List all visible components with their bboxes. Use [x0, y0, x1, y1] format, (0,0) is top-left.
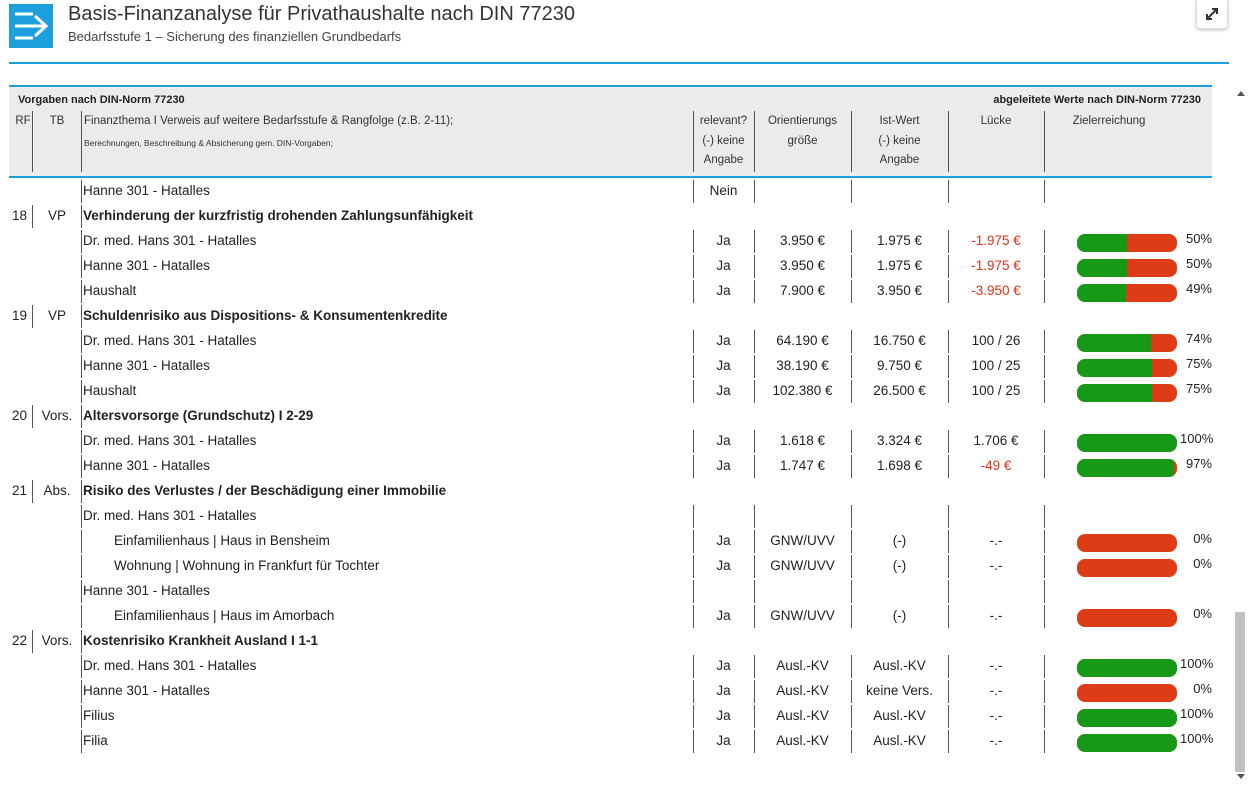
table-row: [0, 529, 1230, 554]
column-divider: [32, 405, 33, 428]
column-divider: [81, 455, 82, 478]
column-divider: [754, 580, 755, 603]
istwert-value: 9.750 €: [876, 358, 923, 373]
tb-value: Abs.: [43, 483, 71, 498]
orientierung-value: 3.950 €: [779, 258, 826, 273]
progress-bar-fill: [1077, 234, 1127, 252]
property-label: Einfamilienhaus | Haus in Bensheim: [114, 533, 330, 548]
istwert-value: Ausl.-KV: [873, 658, 926, 673]
column-divider: [851, 505, 852, 528]
table-row: [0, 604, 1230, 629]
orientierung-value: 1.747 €: [779, 458, 826, 473]
relevant-value: Ja: [716, 458, 731, 473]
group-title: Risiko des Verlustes / der Beschädigung einer Immobilie: [83, 483, 447, 498]
luecke-value: -.-: [989, 608, 1003, 623]
person-label: Filius: [83, 708, 115, 723]
orientierung-value: GNW/UVV: [770, 533, 835, 548]
table-row: [0, 504, 1230, 529]
rf-value: 22: [12, 633, 28, 648]
progress-percent: 0%: [1193, 681, 1212, 696]
table-row: [0, 554, 1230, 579]
property-label: Wohnung | Wohnung in Frankfurt für Tochter: [114, 558, 380, 573]
istwert-value: 1.698 €: [876, 458, 923, 473]
table-row: [0, 704, 1230, 729]
progress-bar-fill: [1077, 284, 1126, 302]
column-divider: [81, 730, 82, 753]
column-divider: [1044, 505, 1045, 528]
table-row: [0, 179, 1230, 204]
progress-percent: 75%: [1185, 356, 1212, 371]
progress-percent: 74%: [1185, 331, 1212, 346]
progress-bar: [1077, 709, 1177, 727]
luecke-value: -1.975 €: [971, 258, 1021, 273]
tb-value: Vors.: [41, 408, 73, 423]
progress-bar: [1077, 234, 1177, 252]
progress-percent: 49%: [1185, 281, 1212, 296]
progress-bar: [1077, 684, 1177, 702]
column-divider: [81, 580, 82, 603]
column-divider: [81, 680, 82, 703]
istwert-value: 3.324 €: [876, 433, 923, 448]
orientierung-value: Ausl.-KV: [776, 708, 829, 723]
progress-bar-fill: [1077, 734, 1177, 752]
progress-bar: [1077, 534, 1177, 552]
progress-percent: 0%: [1193, 531, 1212, 546]
progress-percent: 0%: [1193, 556, 1212, 571]
progress-percent: 0%: [1193, 606, 1212, 621]
column-divider: [948, 580, 949, 603]
scroll-down-arrow-icon[interactable]: [1237, 774, 1245, 779]
page-subtitle: Bedarfsstufe 1 – Sicherung des finanziellen Grundbedarfs: [68, 29, 402, 44]
column-divider: [1044, 555, 1045, 578]
group-title: Verhinderung der kurzfristig drohenden Zahlungsunfähigkeit: [83, 208, 474, 223]
progress-bar: [1077, 359, 1177, 377]
person-label: Hanne 301 - Hatalles: [83, 458, 210, 473]
istwert-value: Ausl.-KV: [873, 733, 926, 748]
column-divider: [81, 280, 82, 303]
group-title: Schuldenrisiko aus Dispositions- & Konsumentenkredite: [83, 308, 448, 323]
relevant-value: Ja: [716, 683, 731, 698]
person-label: Hanne 301 - Hatalles: [83, 583, 210, 598]
column-divider: [1044, 380, 1045, 403]
table-row: [0, 354, 1230, 379]
progress-bar: [1077, 459, 1177, 477]
progress-bar: [1077, 384, 1177, 402]
relevant-value: Ja: [716, 333, 731, 348]
col-relevant-header: relevant? (-) keine Angabe: [699, 115, 748, 166]
column-divider: [1044, 530, 1045, 553]
istwert-value: (-): [892, 533, 907, 548]
progress-bar-fill: [1077, 659, 1177, 677]
column-divider: [81, 630, 82, 653]
relevant-value: Ja: [716, 558, 731, 573]
istwert-value: (-): [892, 608, 907, 623]
column-divider: [1044, 180, 1045, 203]
orientierung-value: Ausl.-KV: [776, 683, 829, 698]
group-row: [0, 304, 1230, 329]
relevant-value: Ja: [716, 233, 731, 248]
column-divider: [32, 205, 33, 228]
column-divider: [1044, 455, 1045, 478]
col-zielerreichung-header: Zielerreichung: [1072, 115, 1146, 127]
group-title: Altersvorsorge (Grundschutz) I 2-29: [83, 408, 314, 423]
relevant-value: Ja: [716, 708, 731, 723]
column-divider: [81, 230, 82, 253]
progress-percent: 75%: [1185, 381, 1212, 396]
table-row: [0, 654, 1230, 679]
person-label: Hanne 301 - Hatalles: [83, 683, 210, 698]
column-divider: [81, 705, 82, 728]
progress-percent: 100%: [1180, 731, 1214, 746]
col-topic-subheader: Berechnungen, Beschreibung & Absicherung gem. DIN-Vorgaben;: [84, 138, 334, 148]
progress-bar-fill: [1077, 709, 1177, 727]
column-divider: [1044, 255, 1045, 278]
luecke-value: -.-: [989, 658, 1003, 673]
column-divider: [754, 505, 755, 528]
column-divider: [81, 305, 82, 328]
istwert-value: 3.950 €: [876, 283, 923, 298]
istwert-value: Ausl.-KV: [873, 708, 926, 723]
column-divider: [81, 480, 82, 503]
progress-bar-fill: [1077, 434, 1177, 452]
column-divider: [81, 255, 82, 278]
istwert-value: 26.500 €: [873, 383, 926, 398]
luecke-value: -1.975 €: [971, 233, 1021, 248]
progress-percent: 100%: [1180, 706, 1214, 721]
column-divider: [851, 580, 852, 603]
person-label: Haushalt: [83, 383, 137, 398]
person-label: Haushalt: [83, 283, 137, 298]
column-divider: [851, 180, 852, 203]
person-label: Hanne 301 - Hatalles: [83, 258, 210, 273]
orientierung-value: 38.190 €: [776, 358, 829, 373]
progress-bar-fill: [1077, 459, 1174, 477]
column-divider: [81, 430, 82, 453]
tb-value: Vors.: [41, 633, 73, 648]
progress-percent: 50%: [1185, 256, 1212, 271]
col-orientierung-header: Orientierungs größe: [767, 115, 838, 147]
istwert-value: (-): [892, 558, 907, 573]
rf-value: 18: [12, 208, 28, 223]
table-row: [0, 429, 1230, 454]
column-divider: [81, 530, 82, 553]
istwert-value: 1.975 €: [876, 258, 923, 273]
column-divider: [1044, 655, 1045, 678]
luecke-value: 100 / 25: [971, 383, 1021, 398]
column-divider: [81, 405, 82, 428]
luecke-value: 100 / 26: [971, 333, 1021, 348]
col-topic-header: Finanzthema I Verweis auf weitere Bedarfsstufe & Rangfolge (z.B. 2-11);: [84, 115, 454, 127]
header-left-label: Vorgaben nach DIN-Norm 77230: [18, 94, 185, 106]
table-row: [0, 579, 1230, 604]
scroll-up-arrow-icon[interactable]: [1237, 91, 1245, 96]
column-divider: [81, 205, 82, 228]
column-divider: [81, 505, 82, 528]
table-row: [0, 679, 1230, 704]
rf-value: 21: [12, 483, 28, 498]
orientierung-value: 1.618 €: [779, 433, 826, 448]
tb-value: VP: [47, 308, 66, 323]
column-divider: [81, 655, 82, 678]
luecke-value: -.-: [989, 683, 1003, 698]
column-divider: [693, 580, 694, 603]
table-row: [0, 229, 1230, 254]
column-divider: [32, 305, 33, 328]
progress-percent: 97%: [1185, 456, 1212, 471]
tb-value: VP: [47, 208, 66, 223]
scrollbar-thumb[interactable]: [1235, 612, 1245, 772]
orientierung-value: Ausl.-KV: [776, 733, 829, 748]
column-divider: [1044, 355, 1045, 378]
table-row: [0, 379, 1230, 404]
column-divider: [32, 630, 33, 653]
group-row: [0, 404, 1230, 429]
progress-percent: 100%: [1180, 656, 1214, 671]
col-istwert-header: Ist-Wert (-) keine Angabe: [878, 115, 921, 166]
page-title: Basis-Finanzanalyse für Privathaushalte nach DIN 77230: [68, 3, 575, 25]
column-divider: [948, 505, 949, 528]
column-divider: [1044, 705, 1045, 728]
luecke-value: -49 €: [980, 458, 1012, 473]
table-row: [0, 454, 1230, 479]
person-label: Dr. med. Hans 301 - Hatalles: [83, 508, 257, 523]
progress-bar: [1077, 434, 1177, 452]
person-label: Hanne 301 - Hatalles: [83, 183, 210, 198]
column-divider: [1044, 230, 1045, 253]
table-row: [0, 729, 1230, 754]
group-row: [0, 629, 1230, 654]
person-label: Hanne 301 - Hatalles: [83, 358, 210, 373]
relevant-value: Ja: [716, 383, 731, 398]
progress-bar: [1077, 609, 1177, 627]
relevant-value: Ja: [716, 608, 731, 623]
istwert-value: 16.750 €: [873, 333, 926, 348]
group-row: [0, 479, 1230, 504]
luecke-value: -.-: [989, 558, 1003, 573]
column-divider: [1044, 430, 1045, 453]
column-divider: [754, 180, 755, 203]
progress-bar: [1077, 284, 1177, 302]
column-divider: [81, 180, 82, 203]
person-label: Dr. med. Hans 301 - Hatalles: [83, 658, 257, 673]
rf-value: 20: [12, 408, 28, 423]
column-divider: [1044, 605, 1045, 628]
table-row: [0, 279, 1230, 304]
orientierung-value: GNW/UVV: [770, 558, 835, 573]
column-divider: [32, 480, 33, 503]
person-label: Dr. med. Hans 301 - Hatalles: [83, 233, 257, 248]
orientierung-value: Ausl.-KV: [776, 658, 829, 673]
relevant-value: Ja: [716, 733, 731, 748]
column-divider: [693, 505, 694, 528]
table-row: [0, 254, 1230, 279]
column-divider: [81, 605, 82, 628]
header-right-label: abgeleitete Werte nach DIN-Norm 77230: [993, 94, 1201, 106]
progress-percent: 50%: [1185, 231, 1212, 246]
column-divider: [81, 355, 82, 378]
relevant-value: Ja: [716, 533, 731, 548]
progress-bar: [1077, 559, 1177, 577]
person-label: Dr. med. Hans 301 - Hatalles: [83, 333, 257, 348]
istwert-value: keine Vers.: [866, 683, 933, 698]
progress-percent: 100%: [1180, 431, 1214, 446]
column-divider: [1044, 580, 1045, 603]
col-rf-header: RF: [15, 115, 31, 127]
progress-bar-fill: [1077, 384, 1152, 402]
orientierung-value: GNW/UVV: [770, 608, 835, 623]
progress-bar-fill: [1077, 359, 1152, 377]
orientierung-value: 7.900 €: [779, 283, 826, 298]
luecke-value: -.-: [989, 533, 1003, 548]
relevant-value: Ja: [716, 283, 731, 298]
property-label: Einfamilienhaus | Haus im Amorbach: [114, 608, 335, 623]
istwert-value: 1.975 €: [876, 233, 923, 248]
column-divider: [81, 330, 82, 353]
luecke-value: -3.950 €: [971, 283, 1021, 298]
progress-bar-fill: [1077, 259, 1127, 277]
progress-bar: [1077, 659, 1177, 677]
group-title: Kostenrisiko Krankheit Ausland I 1-1: [83, 633, 319, 648]
orientierung-value: 3.950 €: [779, 233, 826, 248]
relevant-value: Ja: [716, 658, 731, 673]
relevant-value: Ja: [716, 358, 731, 373]
table-row: [0, 329, 1230, 354]
col-tb-header: TB: [49, 115, 65, 127]
progress-bar: [1077, 259, 1177, 277]
group-row: [0, 204, 1230, 229]
luecke-value: 100 / 25: [971, 358, 1021, 373]
progress-bar-fill: [1077, 334, 1151, 352]
orientierung-value: 64.190 €: [776, 333, 829, 348]
relevant-value: Nein: [709, 183, 738, 198]
luecke-value: -.-: [989, 733, 1003, 748]
column-divider: [81, 555, 82, 578]
person-label: Filia: [83, 733, 108, 748]
column-divider: [948, 180, 949, 203]
column-divider: [1044, 280, 1045, 303]
relevant-value: Ja: [716, 258, 731, 273]
column-divider: [1044, 330, 1045, 353]
column-divider: [81, 380, 82, 403]
column-divider: [1044, 730, 1045, 753]
column-divider: [1044, 680, 1045, 703]
progress-bar: [1077, 334, 1177, 352]
col-luecke-header: Lücke: [980, 115, 1012, 127]
progress-bar: [1077, 734, 1177, 752]
person-label: Dr. med. Hans 301 - Hatalles: [83, 433, 257, 448]
luecke-value: -.-: [989, 708, 1003, 723]
rf-value: 19: [12, 308, 28, 323]
luecke-value: 1.706 €: [973, 433, 1019, 448]
orientierung-value: 102.380 €: [772, 383, 833, 398]
vertical-scrollbar[interactable]: [1233, 87, 1247, 784]
relevant-value: Ja: [716, 433, 731, 448]
